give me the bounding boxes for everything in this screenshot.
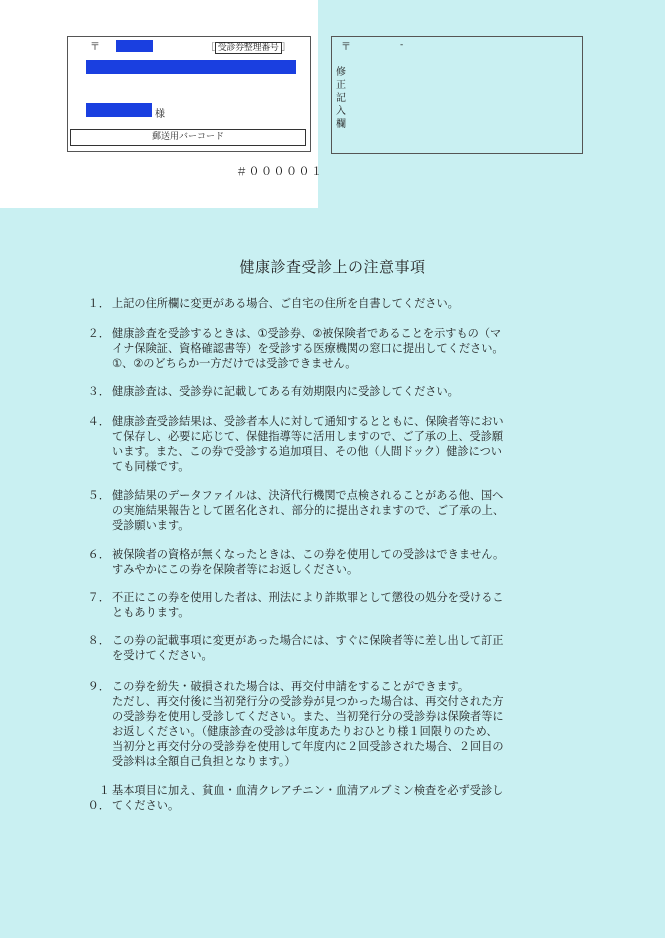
item-number: １０． (87, 784, 110, 812)
barcode-label: 郵送用バーコード (70, 129, 306, 146)
item-text: 被保険者の資格が無くなったときは、この券を使用しての受診はできません。 すみやかにこの券を保険者等にお返しください。 (112, 548, 505, 576)
item-text: 健診結果のデータファイルは、決済代行機関で点検されることがある他、国へ の実施結果報告として匿名化され、部分的に提出されますので、ご了承の上、 受診願います。 (112, 489, 505, 532)
item-number: １． (87, 297, 110, 310)
redacted-address (86, 60, 296, 74)
item-text: 健康診査を受診するときは、①受診券、②被保険者であることを示すもの（マ イナ保険証、資格確認書等）を受診する医療機関の窓口に提出してください。 ①、②のどちらか一方だけでは受診できません。 (112, 327, 504, 370)
document-number: ＃０００００１ (236, 165, 324, 178)
item-number: ３． (87, 385, 110, 398)
item-number: ６． (87, 548, 110, 561)
item-number: ７． (87, 591, 110, 604)
correction-postal-mark: 〒 (341, 42, 351, 53)
honorific-label: 様 (155, 109, 165, 120)
mgmt-number-label: ［ 受診券整理番号 ］ (206, 43, 291, 53)
item-number: ５． (87, 489, 110, 502)
item-number: ４． (87, 415, 110, 428)
item-text: 健康診査は、受診券に記載してある有効期限内に受診してください。 (112, 385, 459, 398)
postal-mark: 〒 (90, 42, 100, 53)
correction-label: 修正記入欄 (336, 67, 346, 130)
item-number: ２． (87, 327, 110, 340)
item-text: 健康診査受診結果は、受診者本人に対して通知するとともに、保険者等におい て保存し、必要に応じて、保健指導等に活用しますので、ご了承の上、受診願 います。また、この券で受診する追加項目、その他（人間ドック）健診につい ても同様です。 (112, 415, 504, 473)
correction-box (331, 36, 583, 154)
item-text: 上記の住所欄に変更がある場合、ご自宅の住所を自書してください。 (112, 297, 459, 310)
page-title: 健康診査受診上の注意事項 (239, 258, 426, 276)
correction-dash: - (400, 40, 404, 50)
item-text: この券を紛失・破損された場合は、再交付申請をすることができます。 ただし、再交付後に当初発行分の受診券が見つかった場合は、再交付された方 の受診券を使用し受診してください。また、当初発行分の受診券は保険者等に お返しください。（健康診査の受診は年度あたりおひとり様１回限りのため、 当初分と再交付分の受診券を使用して年度内に２回受診された場合、２回目の 受診料は全額自己負担となります。） (112, 680, 504, 768)
item-number: ８． (87, 634, 110, 647)
item-text: 基本項目に加え、貧血・血清クレアチニン・血清アルブミン検査を必ず受診し てください。 (112, 784, 504, 812)
redacted-name (86, 103, 152, 117)
item-text: 不正にこの券を使用した者は、刑法により詐欺罪として懲役の処分を受けるこ ともあります。 (112, 591, 504, 619)
item-text: この券の記載事項に変更があった場合には、すぐに保険者等に差し出して訂正 を受けてください。 (112, 634, 504, 662)
redacted-postal-code (116, 40, 153, 52)
item-number: ９． (87, 680, 110, 693)
